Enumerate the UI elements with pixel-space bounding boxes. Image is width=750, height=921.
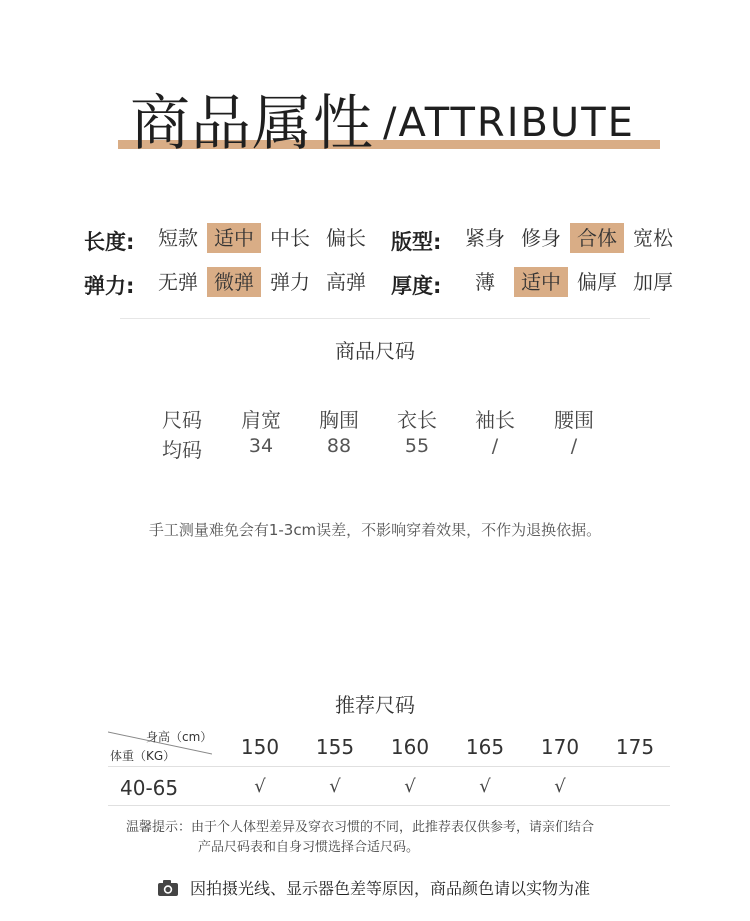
size-table [0, 404, 750, 464]
fit-option: 紧身 [465, 226, 505, 250]
elasticity-option: 无弹 [158, 270, 198, 294]
attribute-row-1 [0, 222, 750, 254]
size-table-cell: 88 [326, 435, 352, 457]
size-table-cell: / [570, 435, 578, 457]
size-table-header: 腰围 [554, 408, 594, 432]
size-table-header: 肩宽 [241, 408, 281, 432]
measurement-note: 手工测量难免会有1-3cm误差，不影响穿着效果，不作为退换依据。 [148, 521, 602, 539]
recommend-size-title: 推荐尺码 [335, 693, 415, 717]
fit-option: 宽松 [633, 226, 673, 250]
elasticity-option: 高弹 [326, 270, 366, 294]
elasticity-label: 弹力: [84, 274, 135, 298]
height-column-header: 150 [240, 735, 280, 759]
height-column-header: 165 [465, 735, 505, 759]
fit-check-mark: √ [554, 776, 566, 797]
height-axis-label: 身高（cm） [146, 730, 213, 744]
elasticity-option: 弹力 [270, 270, 310, 294]
fit-option-selected: 合体 [570, 223, 624, 253]
height-column-header: 170 [540, 735, 580, 759]
size-table-title: 商品尺码 [335, 339, 415, 363]
tip-text-line-2: 产品尺码表和自身习惯选择合适尺码。 [198, 840, 420, 855]
length-option: 偏长 [326, 226, 366, 250]
size-table-header: 袖长 [475, 408, 515, 432]
table-divider [108, 766, 670, 767]
table-divider [108, 805, 670, 806]
size-table-header: 胸围 [319, 408, 359, 432]
fit-check-mark: √ [254, 776, 266, 797]
page-title: 商品属性 [130, 89, 374, 159]
fit-check-mark: √ [404, 776, 416, 797]
height-column-header: 175 [615, 735, 655, 759]
weight-range: 40-65 [120, 776, 179, 800]
thickness-label: 厚度: [391, 274, 442, 298]
length-label: 长度: [84, 230, 135, 254]
length-option: 短款 [158, 226, 198, 250]
header [0, 70, 750, 160]
divider [120, 318, 650, 319]
color-disclaimer: 因拍摄光线、显示器色差等原因，商品颜色请以实物为准 [190, 879, 591, 898]
camera-icon [157, 879, 179, 897]
length-option: 中长 [270, 226, 310, 250]
size-table-cell: / [491, 435, 499, 457]
fit-check-mark: √ [479, 776, 491, 797]
thickness-option: 薄 [475, 270, 495, 294]
weight-axis-label: 体重（KG） [110, 749, 176, 763]
size-table-header: 衣长 [397, 408, 437, 432]
fit-option: 修身 [521, 226, 561, 250]
height-column-header: 155 [315, 735, 355, 759]
attribute-row-2 [0, 266, 750, 298]
size-table-cell: 55 [404, 435, 430, 457]
tip-text-line-1: 温馨提示：由于个人体型差异及穿衣习惯的不同，此推荐表仅供参考，请亲们结合 [126, 820, 595, 835]
elasticity-option-selected: 微弹 [207, 267, 261, 297]
length-option-selected: 适中 [207, 223, 261, 253]
size-table-cell: 34 [248, 435, 274, 457]
size-table-header: 尺码 [162, 408, 202, 432]
thickness-option: 偏厚 [577, 270, 617, 294]
height-column-header: 160 [390, 735, 430, 759]
thickness-option-selected: 适中 [514, 267, 568, 297]
fit-label: 版型: [391, 230, 442, 254]
fit-check-mark: √ [329, 776, 341, 797]
thickness-option: 加厚 [633, 270, 673, 294]
size-table-cell: 均码 [162, 438, 202, 462]
page-title-english: /ATTRIBUTE [383, 100, 635, 146]
